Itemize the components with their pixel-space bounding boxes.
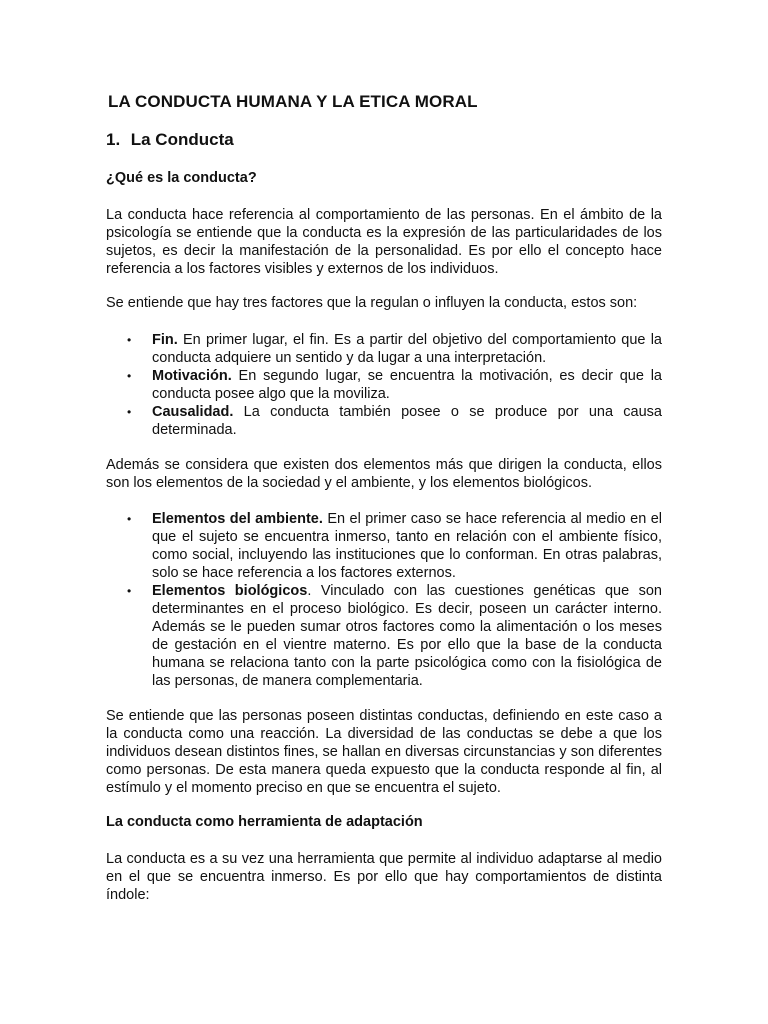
- bullet-icon: •: [127, 405, 132, 419]
- reaction-paragraph: Se entiende que las personas poseen distintas conductas, definiendo en este caso a la conducta como una reacción. La diversidad de las conductas se debe a que los individuos desean distintos fines, se hallan en diversas circunstancias y son diferentes como personas. De esta manera queda expuesto que la conducta responde al fin, al estímulo y el momento preciso en que se encuentra el sujeto.: [106, 708, 662, 796]
- element-term: Elementos del ambiente.: [152, 511, 323, 527]
- bullet-icon: •: [127, 584, 132, 598]
- factors-intro: Se entiende que hay tres factores que la regulan o influyen la conducta, estos son:: [106, 295, 638, 311]
- question-heading: ¿Qué es la conducta?: [106, 170, 257, 186]
- element-text: . Vinculado con las cuestiones genéticas que son determinantes en el proceso biológico. Es decir, poseen un carácter interno. Además se le pueden sumar otros factores como la alimentación o los meses de gestación en el vientre materno. Es por ello que la base de la conducta humana se relaciona tanto con la parte psicológica como con la fisiológica de las personas, de manera complementaria.: [152, 583, 662, 689]
- factor-term: Motivación.: [152, 368, 232, 384]
- factor-text: La conducta también posee o se produce por una causa determinada.: [152, 404, 662, 438]
- factor-term: Fin.: [152, 332, 178, 348]
- element-term: Elementos biológicos: [152, 583, 308, 599]
- document-title: LA CONDUCTA HUMANA Y LA ETICA MORAL: [108, 92, 478, 111]
- list-item: [106, 331, 662, 367]
- elements-intro: Además se considera que existen dos elementos más que dirigen la conducta, ellos son los elementos de la sociedad y el ambiente, y los elementos biológicos.: [106, 457, 662, 491]
- section-title: La Conducta: [130, 130, 234, 149]
- factor-term: Causalidad.: [152, 404, 234, 420]
- factor-text: En primer lugar, el fin. Es a partir del objetivo del comportamiento que la conducta adquiere un sentido y da lugar a una interpretación.: [152, 332, 662, 366]
- list-item: [106, 367, 662, 403]
- intro-paragraph: La conducta hace referencia al comportamiento de las personas. En el ámbito de la psicología se entiende que la conducta es la expresión de las particularidades de los sujetos, es decir la manifestación de la personalidad. Es por ello el concepto hace referencia a los factores visibles y externos de los individuos.: [106, 207, 662, 277]
- list-item: [106, 510, 662, 582]
- section-number: 1.: [106, 130, 121, 149]
- list-item: [106, 582, 662, 690]
- list-item: [106, 403, 662, 439]
- bullet-icon: •: [127, 369, 132, 383]
- adaptation-heading: La conducta como herramienta de adaptación: [106, 814, 423, 830]
- factor-text: En segundo lugar, se encuentra la motivación, es decir que la conducta posee algo que la moviliza.: [152, 368, 662, 402]
- element-text: En el primer caso se hace referencia al medio en el que el sujeto se encuentra inmerso, tanto en relación con el ambiente físico, como social, incluyendo las instituciones que lo conforman. En otras palabras, solo se hace referencia a los factores externos.: [152, 511, 662, 581]
- factors-list: [106, 331, 662, 439]
- section-heading: [106, 130, 234, 150]
- adaptation-paragraph: La conducta es a su vez una herramienta que permite al individuo adaptarse al medio en el que se encuentra inmerso. Es por ello que hay comportamientos de distinta índole:: [106, 851, 662, 903]
- bullet-icon: •: [127, 512, 132, 526]
- elements-list: [106, 510, 662, 690]
- bullet-icon: •: [127, 333, 132, 347]
